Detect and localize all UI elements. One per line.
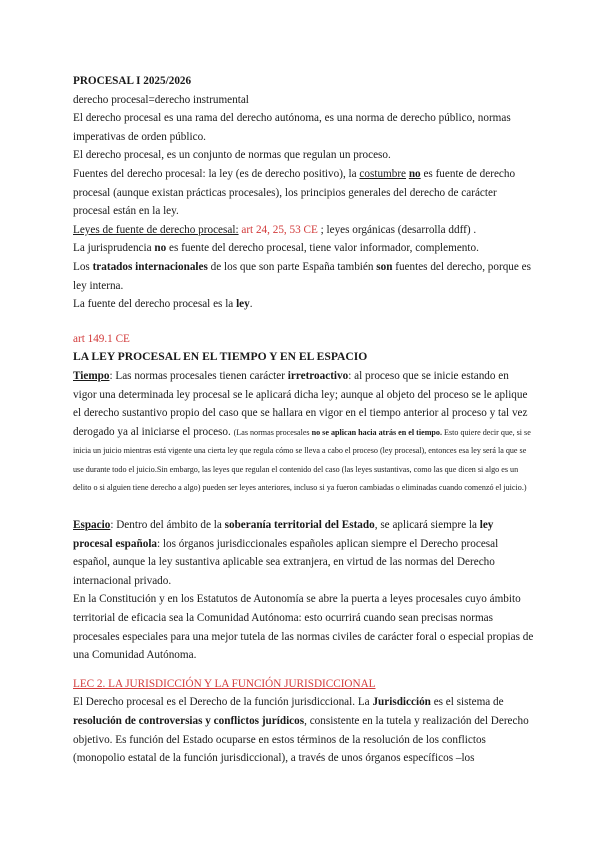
text-run: fuentes del derecho, porque es ley interna. [73,260,531,292]
espacio-label: Espacio [73,519,111,532]
paragraph-tratados [73,258,535,295]
text-run: : Dentro del ámbito de la [110,519,225,532]
articles-reference: art 24, 25, 53 CE [238,223,318,236]
text-run: , se aplicará siempre la [374,519,480,532]
note-text: (Las normas procesales [233,427,312,437]
note-emphasis: no se aplican hacia atrás en el tiempo. [311,427,443,437]
paragraph-jurisdiccion [73,693,535,767]
paragraph-jurisprudencia [73,239,535,258]
text-run: es fuente del derecho procesal, tiene valor informador, complemento. [166,242,479,255]
paragraph-leyes-fuente [73,221,535,240]
irretroactivo-emphasis: irretroactivo [287,369,349,382]
son-emphasis: son [376,260,393,273]
text-run: . [249,298,253,311]
paragraph-conjunto-normas: El derecho procesal, es un conjunto de normas que regulan un proceso. [73,149,391,162]
paragraph-tiempo [73,367,535,497]
paragraph-espacio [73,516,535,590]
text-run: La fuente del derecho procesal es la [73,298,237,311]
paragraph-constitucion: En la Constitución y en los Estatutos de Autonomía se abre la puerta a leyes procesales cuyo ámbito territorial de eficacia sea la Comunidad Autónoma: esto ocurrirá cuando sean precisas normas procesales especiales para una mejor tutela de las normas civiles de carácter foral o especial propias de una Comunidad Autónoma. [73,593,534,662]
paragraph-fuentes [73,165,535,221]
document-title: PROCESAL I 2025/2026 [73,75,192,87]
text-run: : Las normas procesales tienen carácter [109,369,288,382]
section-heading-lec2: LEC 2. LA JURISDICCIÓN Y LA FUNCIÓN JURISDICCIONAL [73,677,376,690]
text-run: : los órganos jurisdiccionales españoles aplican siempre el Derecho procesal español, aunque la ley sustantiva aplicable sea extranjera, en virtud de las normas del Derecho internacional privado. [73,537,499,587]
tratados-emphasis: tratados internacionales [92,260,208,273]
text-run: ; leyes orgánicas (desarrolla ddff) . [317,223,477,236]
leyes-fuente-label: Leyes de fuente de derecho procesal: [73,223,239,236]
resolucion-emphasis: resolución de controversias y conflictos jurídicos [73,715,305,727]
no-emphasis: no [408,167,421,180]
soberania-emphasis: soberanía territorial del Estado [224,519,375,532]
no-emphasis: no [154,242,167,255]
text-run: : al proceso que se inicie estando en vigor una determinada ley procesal se le aplicará dicha ley; aunque al objeto del proceso se le aplique el derecho sustantivo propio del caso que se hallara en vigor en el tiempo anterior al proceso y tal vez derogado ya al iniciarse el proceso. [73,369,528,438]
text-run: de los que son parte España también [207,260,377,273]
article-149-reference: art 149.1 CE [73,332,130,345]
text-run: es el sistema de [430,696,504,709]
text-run: es fuente de derecho procesal (aunque existan prácticas procesales), los principios generales del derecho de carácter procesal están en la ley. [73,167,516,218]
text-run: La jurisprudencia [73,242,155,255]
text-run: El Derecho procesal es el Derecho de la función jurisdiccional. La [73,696,373,709]
text-run: Los [73,260,93,273]
costumbre-text: costumbre [359,167,407,180]
paragraph-instrumental: derecho procesal=derecho instrumental [73,93,249,106]
jurisdiccion-emphasis: Jurisdicción [372,696,431,709]
note-text: Esto quiere decir que, si se inicia un juicio mientras está vigente una cierta ley que regula cómo se lleva a cabo el proceso (ley procesal), entonces esa ley será la que se use durante todo el juicio.Sin embargo, las leyes que regulan el contenido del caso (las leyes sustantivas, como las que dicen si algo es un delito o si alguien tiene derecho a algo) pueden ser leyes anteriores, incluso si ya fueron cambiadas o eliminadas cuando comenzó el juicio.) [73,427,531,493]
ley-emphasis: ley [236,298,250,311]
page-content [73,72,535,768]
tiempo-label: Tiempo [73,369,110,382]
section-heading-ley-procesal: LA LEY PROCESAL EN EL TIEMPO Y EN EL ESPACIO [73,350,368,364]
text-run: , consistente en la tutela y realización del Derecho objetivo. Es función del Estado ocuparse en estos términos de la resolución de los conflictos (monopolio estatal de la función jurisdiccional), a través de unos órganos específicos –los [73,715,529,765]
text-run: Fuentes del derecho procesal: la ley (es de derecho positivo), la [73,167,360,180]
ley-procesal-espanola-emphasis: ley procesal española [73,519,494,550]
paragraph-fuente-ley [73,295,535,314]
paragraph-rama-autonoma: El derecho procesal es una rama del derecho autónoma, es una norma de derecho público, normas imperativas de orden público. [73,112,511,143]
